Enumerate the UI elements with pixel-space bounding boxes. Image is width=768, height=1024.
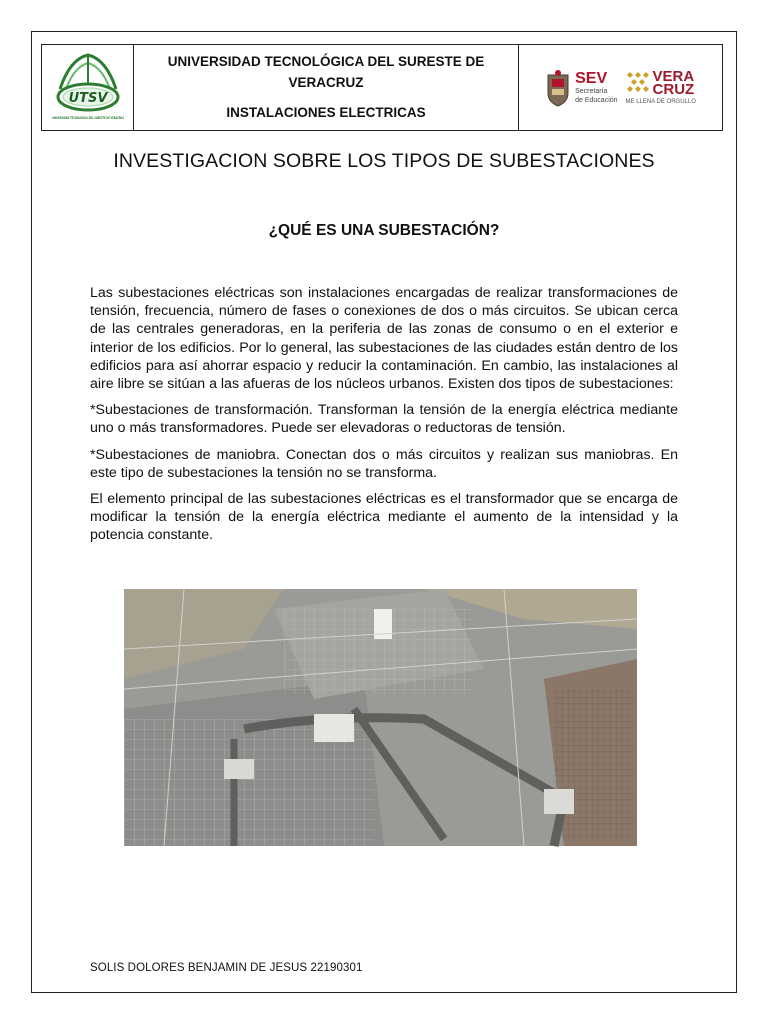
paragraph-transformador: El elemento principal de las subestaciones eléctricas es el transformador que se encarga de modificar la tensión de la energía eléctrica mediante el aumento de la intensidad y la potencia constante. — [90, 491, 678, 544]
sev-line1: Secretaría — [575, 87, 608, 95]
university-name-line1: UNIVERSIDAD TECNOLÓGICA DEL SURESTE DE — [167, 54, 485, 69]
section-heading: ¿QUÉ ES UNA SUBESTACIÓN? — [268, 222, 500, 239]
utsv-logo — [50, 49, 158, 127]
veracruz-logo — [626, 70, 696, 105]
vera-line2: CRUZ — [652, 81, 695, 98]
footer-author: SOLIS DOLORES BENJAMIN DE JESUS 22190301 — [90, 962, 363, 974]
header-mid-cell — [134, 45, 519, 130]
vera-line1: VERA — [652, 68, 695, 85]
substation-photo — [124, 589, 637, 846]
paragraph-intro: Las subestaciones eléctricas son instalaciones encargadas de realizar transformaciones de tensión, frecuencia, número de fases o conexiones de dos o más circuitos. Se ubican cerca de las centrales generadoras, en la periferia de las zonas de consumo o en el exterior e interior de los edificios. Por lo general, las subestaciones de las ciudades están dentro de los edificios para así ahorrar espacio y reducir la contaminación. En cambio, las instalaciones al aire libre se sitúan a las afueras de los núcleos urbanos. Existen dos tipos de subestaciones: — [90, 285, 678, 393]
utsv-logo-caption: UNIVERSIDAD TECNOLÓGICA DEL SURESTE DE VERACRUZ — [51, 115, 158, 120]
sev-line2: de Educación — [575, 96, 618, 104]
header-table — [41, 44, 723, 131]
paragraph-maniobra: *Subestaciones de maniobra. Conectan dos o más circuitos y realizan sus maniobras. En este tipo de subestaciones la tensión no se transforma. — [90, 446, 678, 481]
vera-tagline: ME LLENA DE ORGULLO — [625, 99, 696, 105]
utsv-logo-text: UTSV — [68, 90, 107, 106]
university-name — [134, 51, 518, 93]
sev-logo — [545, 69, 617, 107]
document-title: INVESTIGACION SOBRE LOS TIPOS DE SUBESTACIONES — [113, 150, 655, 172]
course-name: INSTALACIONES ELECTRICAS — [226, 105, 426, 120]
university-name-line2: VERACRUZ — [288, 75, 364, 90]
paragraph-transformacion: *Subestaciones de transformación. Transforman la tensión de la energía eléctrica mediante uno o más transformadores. Puede ser elevadoras o reductoras de tensión. — [90, 402, 678, 437]
sev-title: SEV — [575, 69, 608, 87]
substation-aerial-image — [124, 589, 637, 846]
header-left-cell — [42, 45, 158, 130]
header-right-cell — [519, 45, 722, 130]
veracruz-pattern-icon — [626, 70, 650, 96]
body-text — [90, 284, 678, 553]
veracruz-shield-icon — [545, 69, 571, 107]
